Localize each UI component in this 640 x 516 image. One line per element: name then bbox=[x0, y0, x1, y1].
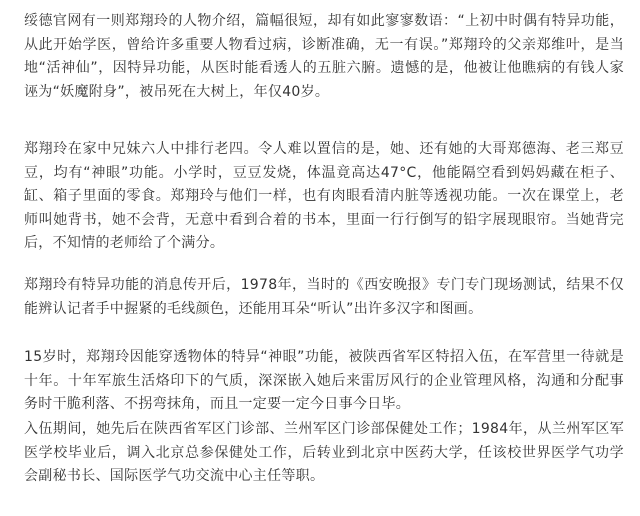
paragraph-newspaper-test: 郑翔玲有特异功能的消息传开后，1978年，当时的《西安晚报》专门专门现场测试，结果不仅能辨认记者手中握紧的毛线颜色，还能用耳朵“听认”出许多汉字和图画。 bbox=[24, 277, 624, 317]
paragraph-siblings: 郑翔玲在家中兄妹六人中排行老四。令人难以置信的是，她、还有她的大哥郑德海、老三郑豆豆，均有“神眼”功能。小学时，豆豆发烧，体温竟高达47°C，他能隔空看到妈妈藏在柜子、缸、箱子里面的零食。郑翔玲与他们一样，也有肉眼看清内脏等透视功能。一次在课堂上，老师叫她背书，她不会背，无意中看到合着的书本，里面一行行倒写的铅字展现眼帘。当她背完后，不知情的老师给了个满分。 bbox=[24, 141, 624, 251]
paragraph-career: 入伍期间，她先后在陕西省军区门诊部、兰州军区门诊部保健处工作；1984年，从兰州军区军医学校毕业后，调入北京总参保健处工作，后转业到北京中医药大学，任该校世界医学气功学会副秘书长、国际医学气功交流中心主任等职。 bbox=[24, 421, 624, 484]
paragraph-army-service: 15岁时，郑翔玲因能穿透物体的特异“神眼”功能，被陕西省军区特招入伍，在军营里一待就是十年。十年军旅生活烙印下的气质，深深嵌入她后来雷厉风行的企业管理风格，沟通和分配事务时干脆利落、不拐弯抹角，而且一定要一定今日事今日毕。 bbox=[24, 349, 624, 412]
paragraph-father-intro: 绥德官网有一则郑翔玲的人物介绍，篇幅很短，却有如此寥寥数语：“上初中时偶有特异功能，从此开始学医，曾给许多重要人物看过病，诊断准确，无一有误。”郑翔玲的父亲郑维叶，是当地“活神仙”，因特异功能，从医时能看透人的五脏六腑。遗憾的是，他被让他瞧病的有钱人家诬为“妖魔附身”，被吊死在大树上，年仅40岁。 bbox=[24, 13, 624, 100]
